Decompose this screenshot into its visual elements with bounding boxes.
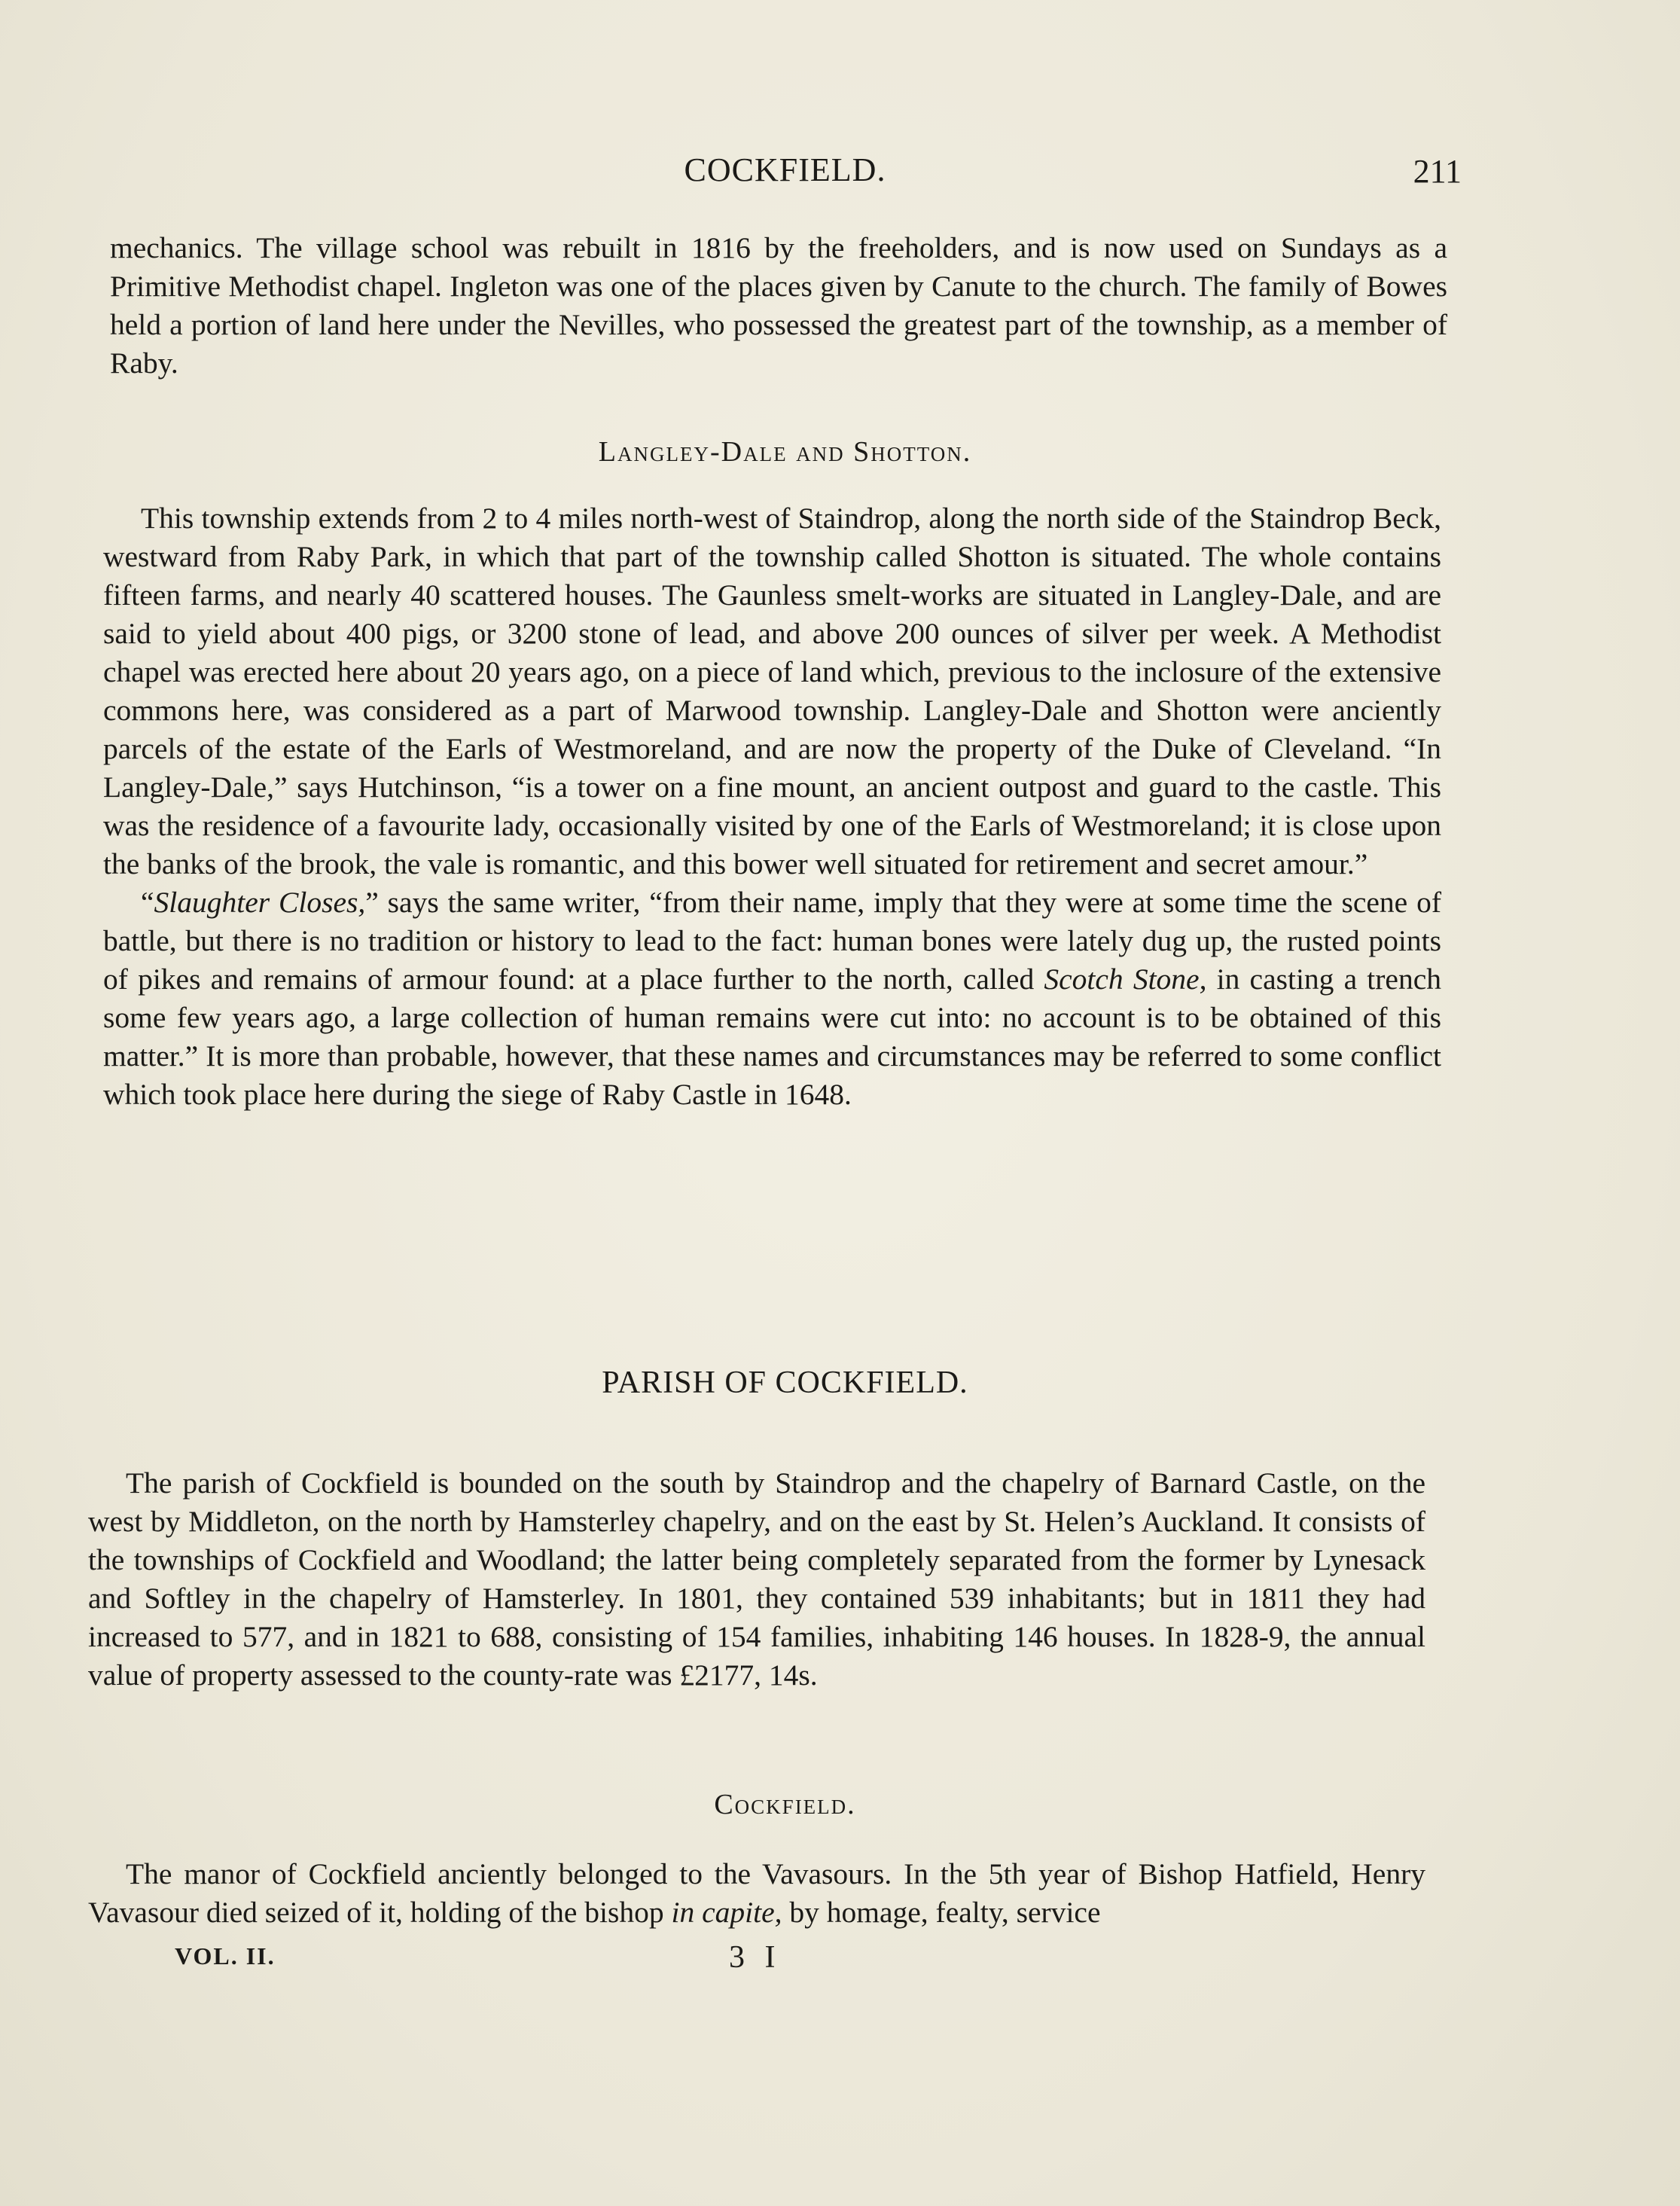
intro-paragraph: mechanics. The village school was rebuilt in 1816 by the freeholders, and is now used on Sundays as a Primitive Methodist chapel. Ingleton was one of the places given by Canute to the church. The family of Bowes held a portion of land here under the Nevilles, who possessed the greatest part of the township, as a member of Raby. — [110, 231, 1447, 380]
quote-open: “ — [141, 886, 154, 919]
parish-heading: PARISH OF COCKFIELD. — [602, 1365, 968, 1400]
paragraph-2-text-b: in casting a trench some few years ago, a large collection of human remains were cut into: no account is to be obtained of this matter.” It is more than probable, however, that these names and circumstances may be referred to some conflict which took place here during the siege of Raby Castle in 1648. — [103, 963, 1441, 1111]
running-title: COCKFIELD. — [684, 151, 886, 188]
parish-section — [88, 1464, 1425, 1695]
parish-paragraph: The parish of Cockfield is bounded on the south by Staindrop and the chapelry of Barnard Castle, on the west by Middleton, on the north by Hamsterley chapelry, and on the east by St. Helen’s Auckland. It consists of the townships of Cockfield and Woodland; the latter being completely separated from the former by Lynesack and Softley in the chapelry of Hamsterley. In 1801, they contained 539 inhabitants; but in 1811 they had increased to 577, and in 1821 to 688, consisting of 154 families, inhabiting 146 houses. In 1828-9, the annual value of property assessed to the county-rate was £2177, 14s. — [88, 1466, 1425, 1692]
langley-dale-heading: Langley-Dale and Shotton. — [598, 436, 972, 468]
cockfield-heading: Cockfield. — [714, 1789, 856, 1820]
langley-dale-paragraph-2 — [103, 883, 1441, 1114]
signature-mark: 3 I — [729, 1940, 782, 1975]
slaughter-closes-italic: Slaughter Closes, — [154, 886, 366, 919]
cockfield-text-a: The manor of Cockfield anciently belonged to the Vavasours. In the 5th year of Bishop Hatfield, Henry Vavasour died seized of it, holding of the bishop — [88, 1857, 1425, 1929]
page-footer — [0, 1939, 1680, 1977]
in-capite-italic: in capite, — [671, 1896, 782, 1929]
langley-dale-section — [103, 499, 1441, 1114]
cockfield-paragraph — [88, 1855, 1425, 1932]
page-number: 211 — [1413, 153, 1462, 190]
scotch-stone-italic: Scotch Stone, — [1044, 963, 1207, 996]
langley-dale-paragraph-1: This township extends from 2 to 4 miles north-west of Staindrop, along the north side of the Staindrop Beck, westward from Raby Park, in which that part of the township called Shotton is situated. The whole contains fifteen farms, and nearly 40 scattered houses. The Gaunless smelt-works are situated in Langley-Dale, and are said to yield about 400 pigs, or 3200 stone of lead, and above 200 ounces of silver per week. A Methodist chapel was erected here about 20 years ago, on a piece of land which, previous to the inclosure of the extensive commons here, was considered as a part of Marwood township. Langley-Dale and Shotton were anciently parcels of the estate of the Earls of Westmoreland, and are now the property of the Duke of Cleveland. “In Langley-Dale,” says Hutchinson, “is a tower on a fine mount, an ancient outpost and guard to the castle. This was the residence of a favourite lady, occasionally visited by one of the Earls of Westmoreland; it is close upon the banks of the brook, the vale is romantic, and this bower well situated for retirement and secret amour.” — [103, 502, 1441, 880]
cockfield-text-b: by homage, fealty, service — [782, 1896, 1101, 1929]
cockfield-section — [88, 1855, 1425, 1932]
running-head — [0, 151, 1680, 196]
paragraph-2-text-a: ” says the same writer, “from their name, imply that they were at some time the scene of battle, but there is no tradition or history to lead to the fact: human bones were lately dug up, the rusted points of pikes and remains of armour found: at a place further to the north, called — [103, 886, 1441, 996]
intro-section — [110, 229, 1447, 383]
volume-mark: VOL. II. — [175, 1942, 276, 1970]
